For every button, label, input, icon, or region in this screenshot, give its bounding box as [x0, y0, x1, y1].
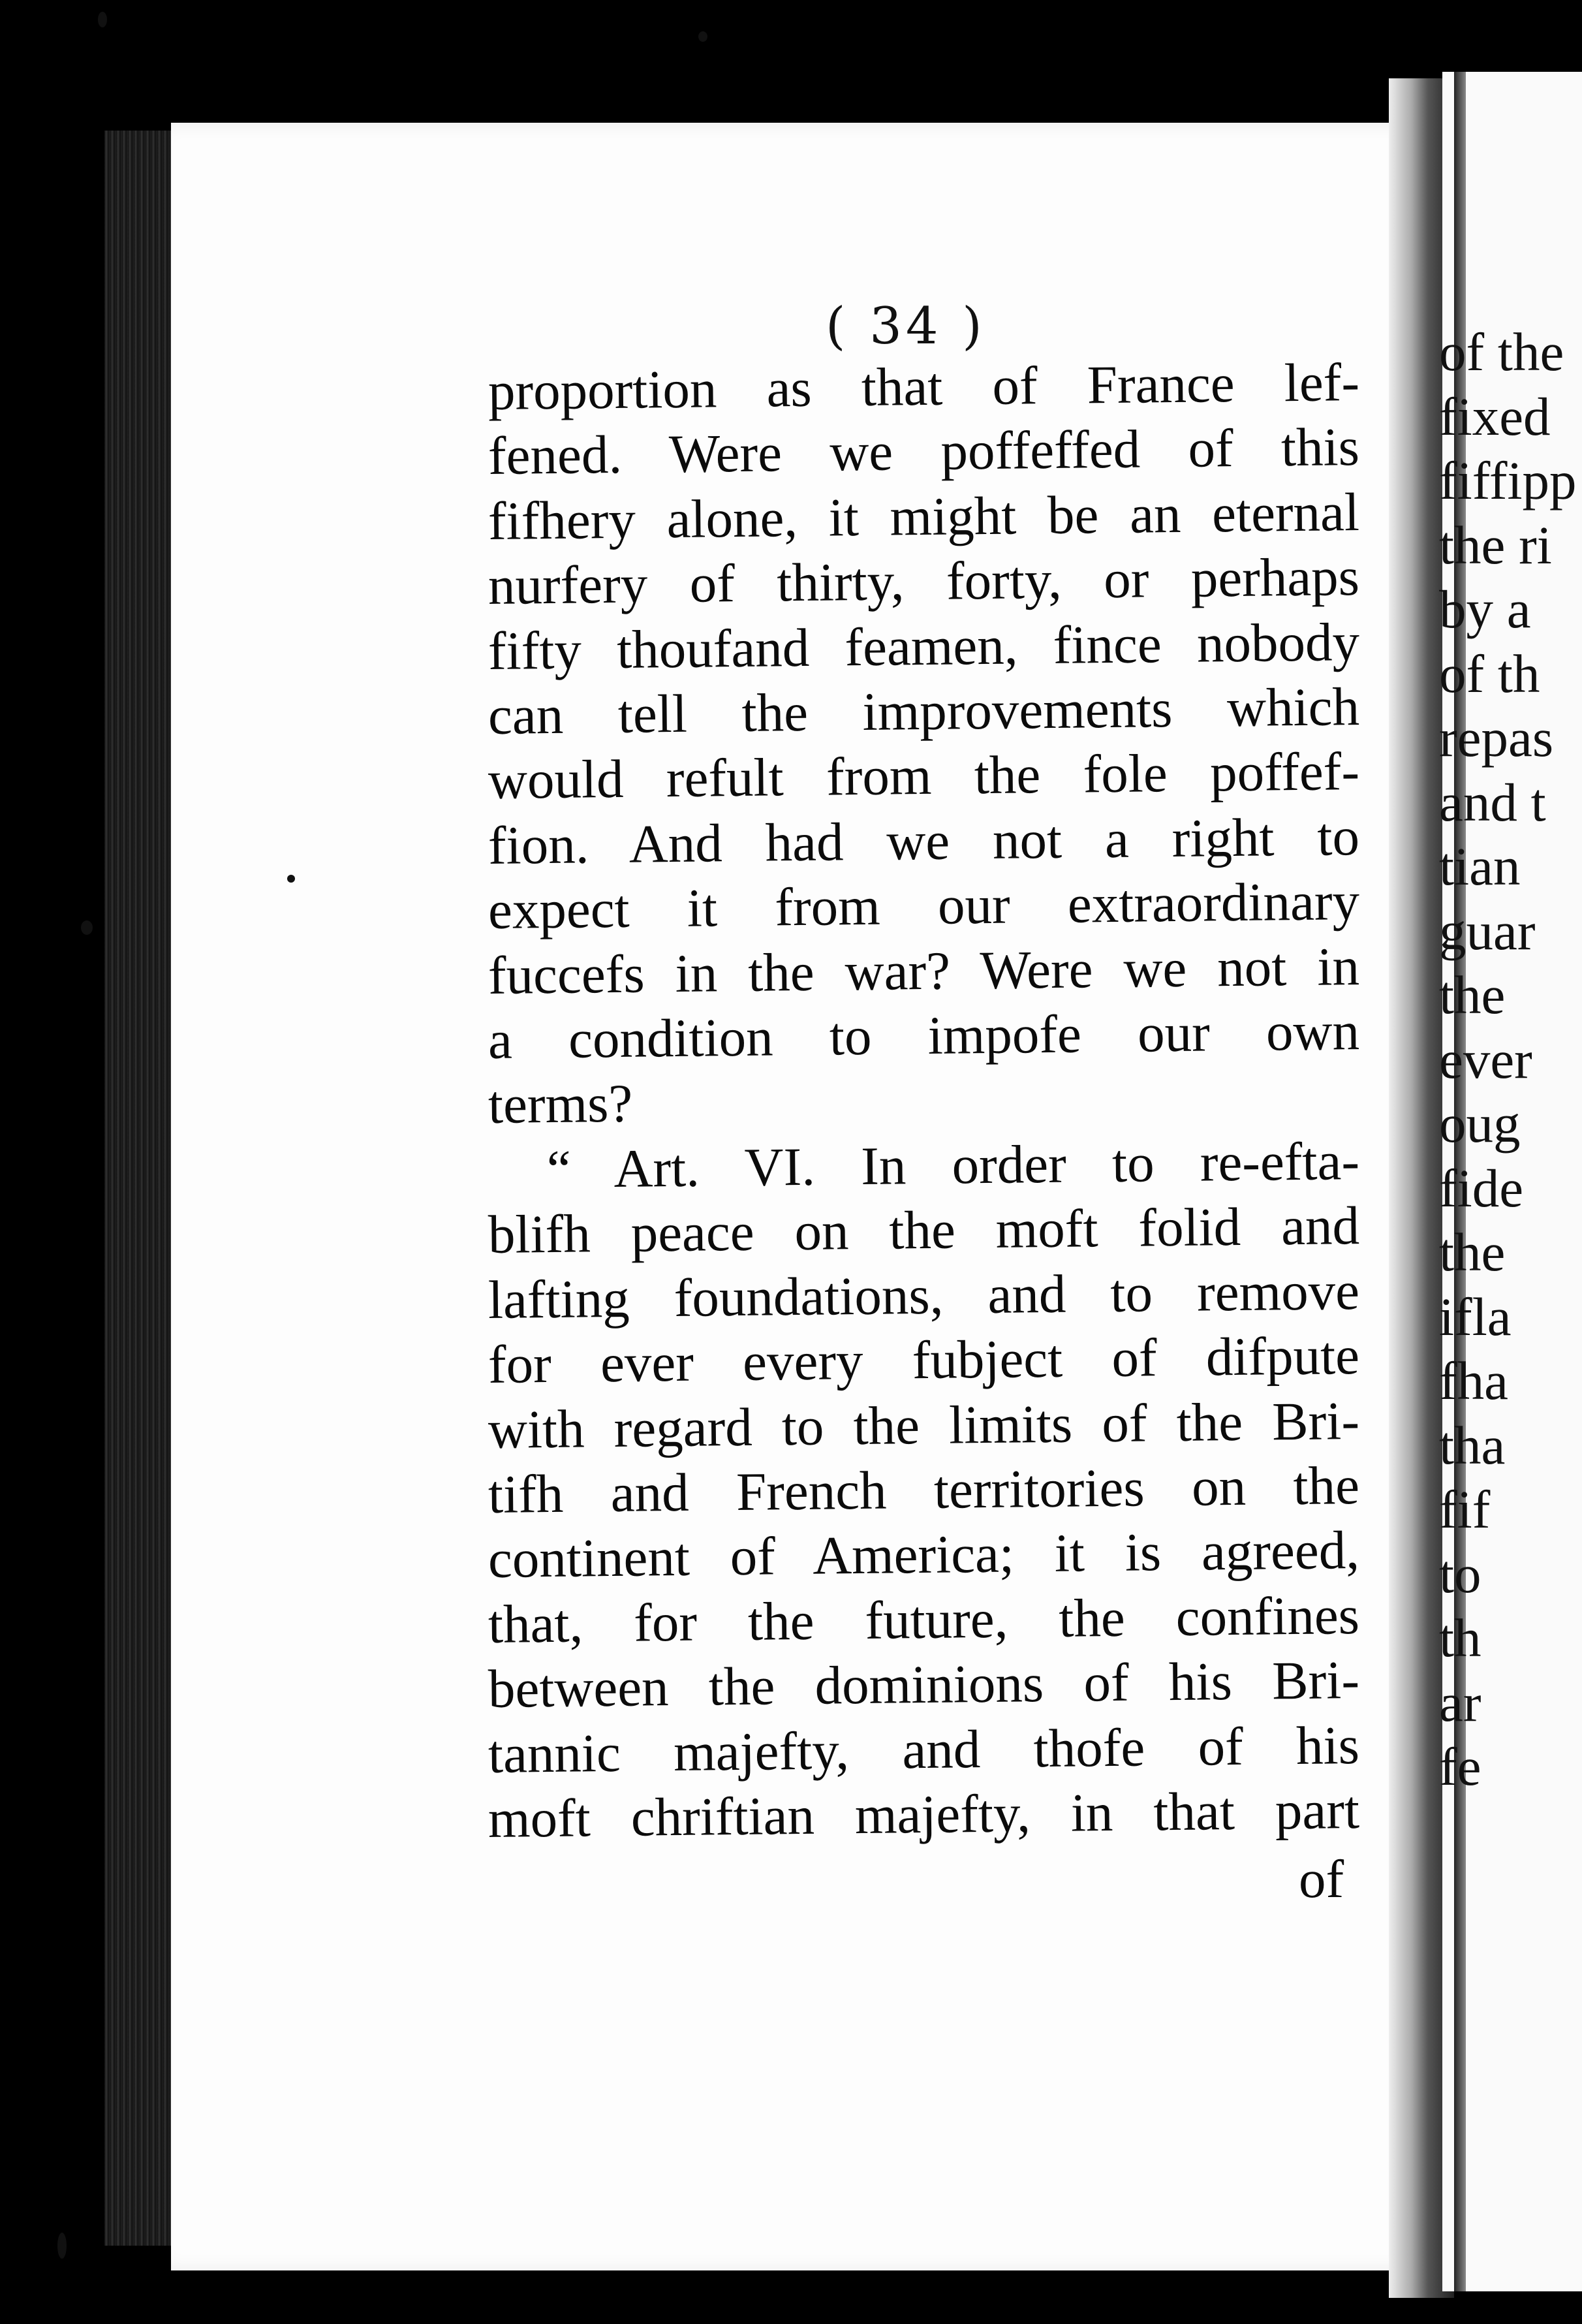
- right-text-line: tha: [1439, 1415, 1506, 1475]
- right-text-line: repas: [1439, 708, 1554, 768]
- text-line: tannic majefty, and thofe of his: [488, 1714, 1360, 1784]
- text-line: nurfery of thirty, forty, or perhaps: [488, 546, 1360, 616]
- right-text-line: and t: [1439, 772, 1546, 832]
- text-line: with regard to the limits of the Bri-: [488, 1390, 1360, 1460]
- text-line: tifh and French territories on the: [488, 1454, 1360, 1524]
- right-text-line: fha: [1439, 1351, 1508, 1411]
- right-text-line: fide: [1439, 1157, 1524, 1218]
- right-text-line: fe: [1439, 1736, 1481, 1797]
- text-line: can tell the improvements which: [488, 676, 1360, 746]
- right-text-line: ever: [1439, 1029, 1532, 1090]
- left-binding-edge: [104, 131, 176, 2246]
- text-line: for ever every fubject of difpute: [488, 1325, 1360, 1395]
- text-line: “ Art. VI. In order to re-efta-: [546, 1130, 1360, 1199]
- right-text-line: oug: [1439, 1093, 1521, 1154]
- right-text-line: of th: [1439, 643, 1540, 704]
- text-line: lafting foundations, and to remove: [488, 1260, 1360, 1330]
- scan-speck: [57, 2233, 67, 2259]
- text-line: terms?: [488, 1073, 633, 1135]
- right-page-text-fragment: [1439, 320, 1582, 1799]
- text-line: proportion as that of France lef-: [488, 352, 1360, 421]
- text-line: fifty thoufand feamen, fince nobody: [488, 611, 1360, 681]
- text-line: between the dominions of his Bri-: [488, 1650, 1360, 1719]
- text-line: fuccefs in the war? Were we not in: [488, 935, 1360, 1005]
- right-text-line: the: [1439, 1222, 1506, 1282]
- scan-speck: [81, 920, 93, 935]
- text-line: moft chriftian majefty, in that part: [488, 1779, 1360, 1849]
- right-text-line: to: [1439, 1543, 1481, 1604]
- right-text-line: the ri: [1439, 514, 1552, 575]
- right-text-line: by a: [1439, 579, 1531, 639]
- right-text-line: ar: [1439, 1672, 1481, 1733]
- right-text-line: guar: [1439, 900, 1536, 961]
- scan-speck: [287, 875, 295, 883]
- right-text-line: fiffipp: [1439, 450, 1577, 510]
- right-text-line: th: [1439, 1608, 1481, 1668]
- scan-speck: [698, 31, 707, 42]
- right-text-line: tian: [1439, 836, 1521, 896]
- text-line: fifhery alone, it might be an eternal: [488, 481, 1360, 551]
- right-text-line: of the: [1439, 322, 1564, 382]
- text-line: would refult from the fole poffef-: [488, 741, 1360, 811]
- right-text-line: fif: [1439, 1479, 1491, 1539]
- text-line: a condition to impofe our own: [488, 1001, 1360, 1071]
- right-text-line: fixed: [1439, 386, 1551, 447]
- text-line: fion. And had we not a right to: [488, 806, 1360, 875]
- scan-speck: [98, 12, 107, 27]
- text-line: that, for the future, the confines: [488, 1584, 1360, 1654]
- right-text-line: ifla: [1439, 1286, 1512, 1347]
- text-line: expect it from our extraordinary: [488, 871, 1360, 941]
- right-text-line: the: [1439, 965, 1506, 1025]
- text-line: blifh peace on the moft folid and: [488, 1195, 1360, 1265]
- left-page-text: [488, 352, 1360, 1851]
- text-line: continent of America; it is agreed,: [488, 1520, 1360, 1590]
- text-line: fened. Were we poffeffed of this: [488, 416, 1360, 486]
- catchword: of: [1299, 1849, 1344, 1909]
- page-number: ( 34 ): [826, 297, 986, 356]
